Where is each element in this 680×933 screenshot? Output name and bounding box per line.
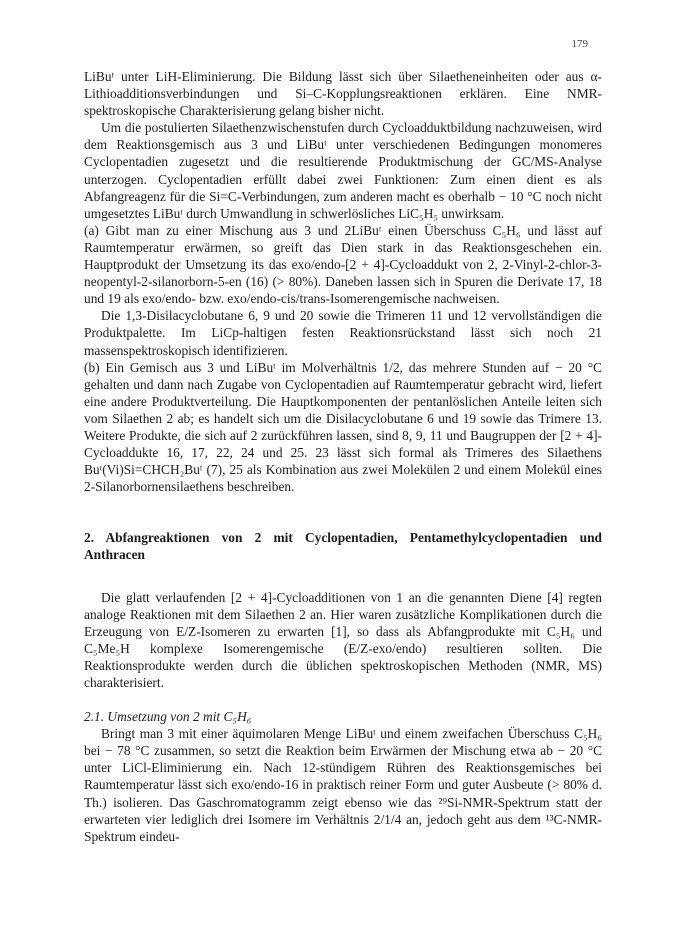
- paragraph: Die 1,3-Disilacyclobutane 6, 9 und 20 sowie die Trimeren 11 und 12 vervollständigen die Produktpalette. Im LiCp-haltigen festen Reaktionsrückstand lässt sich noch 21 massenspektroskopisch identifizieren.: [84, 308, 602, 358]
- page-number: 179: [571, 38, 588, 50]
- body-text: [84, 68, 602, 845]
- paragraph: (a) Gibt man zu einer Mischung aus 3 und 2LiBuᵗ einen Überschuss C₅H₆ und lässt auf Raumtemperatur erwärmen, so greift das Dien stark in das Reaktionsgeschehen ein. Hauptprodukt der Umsetzung its das exo/endo-[2 + 4]-Cycloaddukt von 2, 2-Vinyl-2-chlor-3-neopentyl-2-silanorborn-5-en (16) (> 80%). Daneben lassen sich in Spuren die Derivate 17, 18 und 19 als exo/endo- bzw. exo/endo-cis/trans-Isomerengemische nachweisen.: [84, 222, 602, 307]
- paragraph: Um die postulierten Silaethenzwischenstufen durch Cycloadduktbildung nachzuweisen, wird dem Reaktionsgemisch aus 3 und LiBuᵗ unter verschiedenen Bedingungen monomeres Cyclopentadien zugesetzt und die resultierende Produktmischung der GC/MS-Analyse unterzogen. Cyclopentadien erfüllt dabei zwei Funktionen: Zum einen dient es als Abfangreagenz für die Si=C-Verbindungen, zum anderen macht es oberhalb − 10 °C noch nicht umgesetztes LiBuᵗ durch Umwandlung in schwerlösliches LiC₅H₅ unwirksam.: [84, 120, 602, 221]
- subsection-heading: 2.1. Umsetzung von 2 mit C₅H₆: [84, 709, 252, 725]
- paragraph: LiBuᵗ unter LiH-Eliminierung. Die Bildung lässt sich über Silaetheneinheiten oder aus α-Lithioadditionsverbindungen und Si–C-Kopplungsreaktionen erklären. Eine NMR-spektroskopische Charakterisierung gelang bisher nicht.: [84, 69, 602, 119]
- paragraph: Die glatt verlaufenden [2 + 4]-Cycloadditionen von 1 an die genannten Diene [4] regten analoge Reaktionen mit dem Silaethen 2 an. Hier waren zusätzliche Komplikationen durch die Erzeugung von E/Z-Isomeren zu erwarten [1], so dass als Abfangprodukte mit C₅H₆ und C₅Me₅H komplexe Isomerengemische (E/Z-exo/endo) resultieren sollten. Die Reaktionsprodukte werden durch die üblichen spektroskopischen Methoden (NMR, MS) charakterisiert.: [84, 589, 602, 690]
- paragraph: Bringt man 3 mit einer äquimolaren Menge LiBuᵗ und einem zweifachen Überschuss C₅H₆ bei − 78 °C zusammen, so setzt die Reaktion beim Erwärmen der Mischung etwa ab − 20 °C unter LiCl-Eliminierung ein. Nach 12-stündigem Rühren des Reaktionsgemisches bei Raumtemperatur lässt sich exo/endo-16 in praktisch reiner Form und guter Ausbeute (> 80% d. Th.) isolieren. Das Gaschromatogramm zeigt ebenso wie das ²⁹Si-NMR-Spektrum statt der erwarteten vier lediglich drei Isomere im Verhältnis 2/1/4 an, jedoch geht aus dem ¹³C-NMR-Spektrum eindeu-: [84, 726, 602, 844]
- paragraph: (b) Ein Gemisch aus 3 und LiBuᵗ im Molverhältnis 1/2, das mehrere Stunden auf − 20 °C gehalten und dann nach Zugabe von Cyclopentadien auf Raumtemperatur gebracht wird, liefert eine andere Produktverteilung. Die Hauptkomponenten der pentanlöslichen Anteile leiten sich vom Silaethen 2 ab; es handelt sich um die Disilacyclobutane 6 und 19 sowie das Trimere 13. Weitere Produkte, die sich auf 2 zurückführen lassen, sind 8, 9, 11 und Baugruppen der [2 + 4]-Cycloaddukte 16, 17, 22, 24 und 25. 23 lässt sich formal als Trimeres des Silaethens Buᵗ(Vi)Si=CHCH₂Buᵗ (7), 25 als Kombination aus zwei Molekülen 2 und einem Molekül eines 2-Silanorbornensilaethens beschreiben.: [84, 359, 602, 495]
- section-heading: 2. Abfangreaktionen von 2 mit Cyclopentadien, Pentamethylcyclopentadien und Anthracen: [84, 530, 602, 563]
